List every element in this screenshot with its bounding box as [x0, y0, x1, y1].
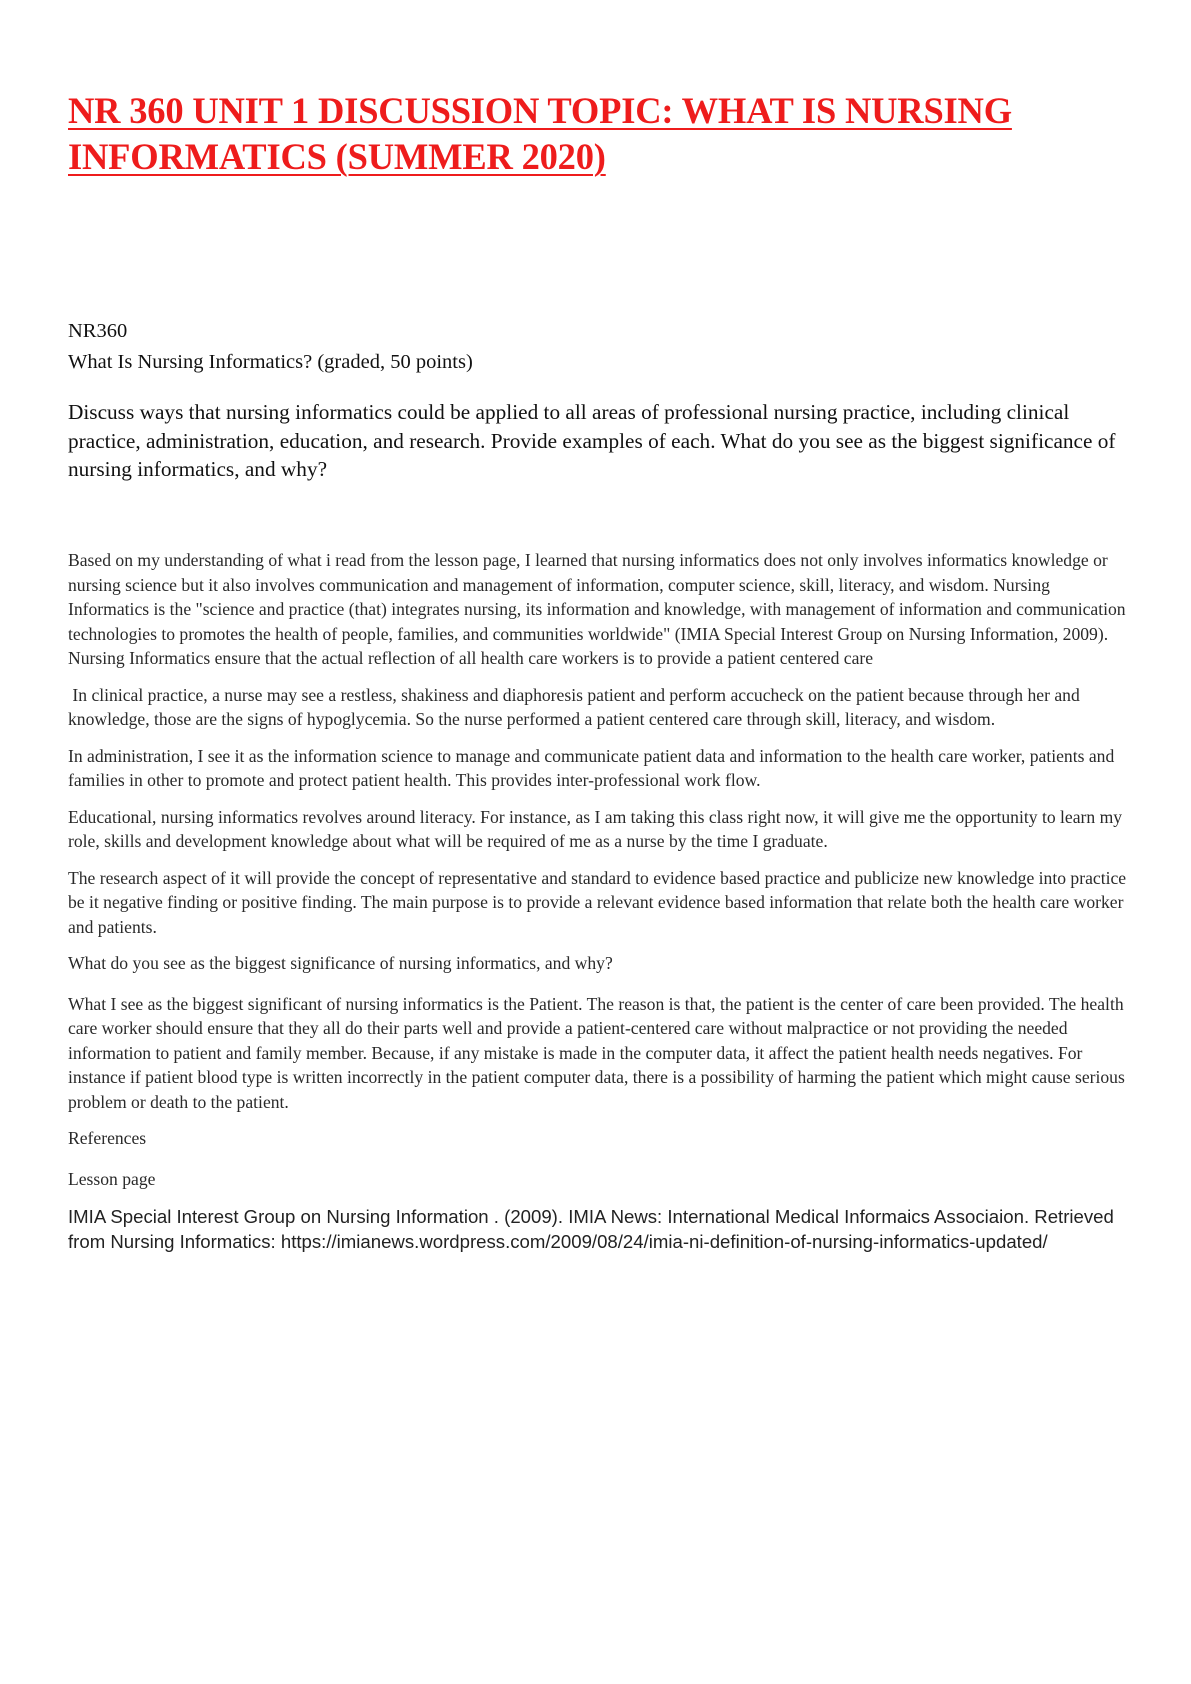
administration-paragraph: In administration, I see it as the information science to manage and communicate patient data and information to the health care worker, patients and families in other to promote and protect patient health. This provides inter-professional work flow. — [68, 745, 1115, 790]
clinical-paragraph: In clinical practice, a nurse may see a restless, shakiness and diaphoresis patient and perform accucheck on the patient because through her and knowledge, those are the signs of hypoglycemia. So the nurse performed a patient centered care through skill, literacy, and wisdom. — [68, 684, 1085, 729]
course-code: NR360 — [68, 320, 128, 342]
document-title: NR 360 UNIT 1 DISCUSSION TOPIC: WHAT IS NURSING INFORMATICS (SUMMER 2020) — [68, 90, 1012, 177]
education-paragraph: Educational, nursing informatics revolves around literacy. For instance, as I am taking this class right now, it will give me the opportunity to learn my role, skills and development knowledge about what will be required of me as a nurse by the time I graduate. — [68, 806, 1123, 851]
research-paragraph: The research aspect of it will provide the concept of representative and standard to evidence based practice and publicize new knowledge into practice be it negative finding or positive finding. The main purpose is to provide a relevant evidence based information that relate both the health care worker and patients. — [68, 867, 1127, 937]
intro-paragraph: Based on my understanding of what i read from the lesson page, I learned that nursing informatics does not only involves informatics knowledge or nursing science but it also involves communication and management of information, computer science, skill, literacy, and wisdom. Nursing Informatics is the "science and practice (that) integrates nursing, its information and knowledge, with management of information and communication technologies to promotes the health of people, families, and communities worldwide" (IMIA Special Interest Group on Nursing Information, 2009). Nursing Informatics ensure that the actual reflection of all health care workers is to provide a patient centered care — [68, 550, 1126, 668]
reference-citation: IMIA Special Interest Group on Nursing Information . (2009). IMIA News: International Medical Informaics Associaion. Retrieved from Nursing Informatics: https://imianews.wordpress.com/2009/08/24/imia-ni-definition-of-nursing-informatics-updated/ — [68, 1206, 1114, 1252]
discussion-prompt: Discuss ways that nursing informatics could be applied to all areas of professional nursing practice, including clinical practice, administration, education, and research. Provide examples of each. What do you see as the biggest significance of nursing informatics, and why? — [68, 400, 1116, 481]
assignment-heading: What Is Nursing Informatics? (graded, 50 points) — [68, 351, 473, 373]
reference-lesson-page: Lesson page — [68, 1168, 156, 1189]
response-body — [68, 548, 1133, 1266]
references-heading: References — [68, 1128, 147, 1148]
significance-question: What do you see as the biggest significance of nursing informatics, and why? — [68, 953, 613, 973]
significance-paragraph: What I see as the biggest significant of nursing informatics is the Patient. The reason is that, the patient is the center of care been provided. The health care worker should ensure that they all do their parts well and provide a patient-centered care without malpractice or not providing the needed information to patient and family member. Because, if any mistake is made in the computer data, it affect the patient health needs negatives. For instance if patient blood type is written incorrectly in the patient computer data, there is a possibility of harming the patient which might cause serious problem or death to the patient. — [68, 993, 1125, 1112]
